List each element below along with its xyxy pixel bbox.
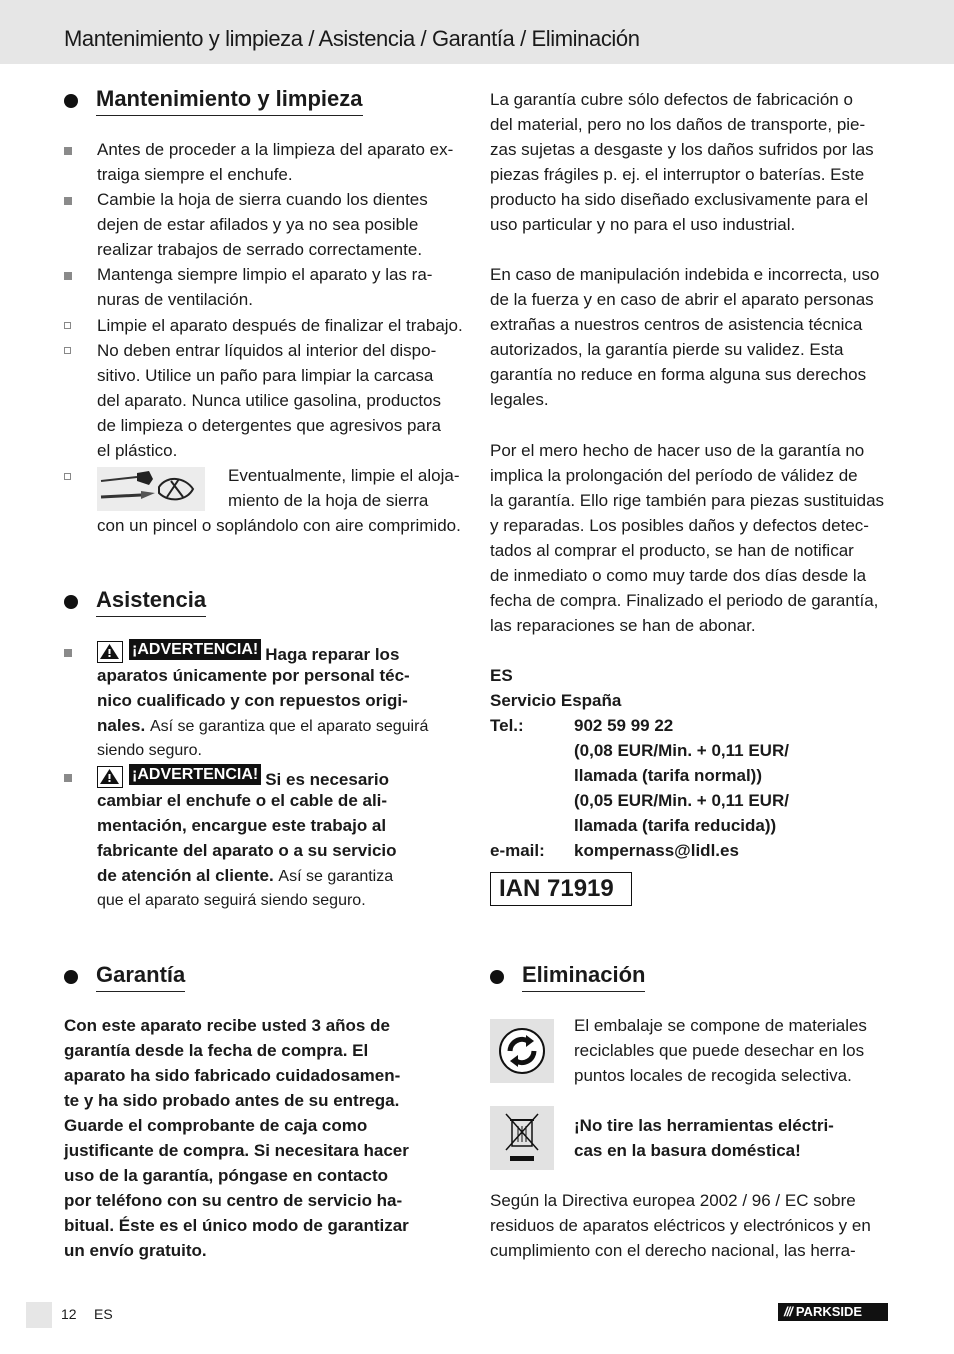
warranty-terms-line: la garantía. Ello rige también para piezas sustituidas — [490, 491, 885, 510]
warranty-line: justificante de compra. Si necesitara hacer — [64, 1141, 409, 1160]
section-assistance — [64, 587, 206, 617]
section-maintenance — [64, 86, 363, 116]
recycle-line: puntos locales de recogida selectiva. — [574, 1066, 852, 1085]
warranty-terms-line: legales. — [490, 390, 549, 409]
warranty-terms-line: fecha de compra. Finalizado el periodo de garantía, — [490, 591, 879, 610]
section-warranty — [64, 962, 185, 992]
warning-line: siendo seguro. — [97, 742, 202, 759]
weee-warning-line: cas en la basura doméstica! — [574, 1141, 801, 1160]
square-bullet-icon — [64, 649, 72, 657]
warranty-line: por teléfono con su centro de servicio ha- — [64, 1191, 403, 1210]
warranty-terms-line: las reparaciones se han de abonar. — [490, 616, 756, 635]
crossed-bin-icon — [490, 1106, 554, 1170]
maint-line: miento de la hoja de sierra — [228, 491, 429, 510]
warning-line: que el aparato seguirá siendo seguro. — [97, 892, 366, 909]
brand-logo — [778, 1303, 888, 1321]
service-country: ES — [490, 666, 513, 685]
warning-text-normal: Así se garantiza — [278, 868, 394, 885]
hollow-bullet-icon — [64, 322, 71, 329]
warranty-terms-line: Por el mero hecho de hacer uso de la garantía no — [490, 441, 865, 460]
warranty-terms-line: tados al comprar el producto, se han de notificar — [490, 541, 854, 560]
warranty-terms-line: piezas frágiles p. ej. el interruptor o baterías. Este — [490, 165, 865, 184]
maint-line: realizar trabajos de serrado correctamente. — [97, 240, 423, 259]
brand-name: PARKSIDE — [795, 1304, 863, 1319]
warning-text: Si es necesario — [265, 770, 390, 789]
section-bullet-icon — [64, 595, 78, 609]
square-bullet-icon — [64, 272, 72, 280]
warranty-terms-line: implica la prolongación del período de válidez de — [490, 466, 858, 485]
warranty-terms-line: En caso de manipulación indebida e incorrecta, uso — [490, 265, 880, 284]
page-number-marker — [26, 1302, 52, 1328]
warning-triangle-icon — [97, 641, 123, 663]
maint-line: traiga siempre el enchufe. — [97, 165, 293, 184]
section-title: Asistencia — [96, 587, 206, 617]
warning-text-normal: Así se garantiza que el aparato seguirá — [149, 718, 429, 735]
maint-line: del aparato. Nunca utilice gasolina, productos — [97, 391, 441, 410]
warranty-terms-line: garantía no reduce en forma alguna sus derechos — [490, 365, 867, 384]
service-tel: 902 59 99 22 — [574, 716, 674, 735]
recycle-line: reciclables que puede desechar en los — [574, 1041, 865, 1060]
square-bullet-icon — [64, 197, 72, 205]
section-bullet-icon — [64, 94, 78, 108]
maint-line: dejen de estar afilados y ya no sea posible — [97, 215, 419, 234]
ian-number-box: IAN 71919 — [490, 872, 632, 906]
maint-line: Cambie la hoja de sierra cuando los dientes — [97, 190, 428, 209]
warranty-terms-line: de la fuerza y en caso de abrir el aparato personas — [490, 290, 874, 309]
section-disposal — [490, 962, 645, 992]
maint-line: Antes de proceder a la limpieza del aparato ex- — [97, 140, 454, 159]
service-email: kompernass@lidl.es — [574, 841, 739, 860]
warning-line: cambiar el enchufe o el cable de ali- — [97, 791, 388, 810]
service-tel-label: Tel.: — [490, 716, 524, 735]
warranty-terms-line: del material, pero no los daños de transporte, pie- — [490, 115, 866, 134]
warning-line: aparatos únicamente por personal téc- — [97, 666, 410, 685]
page-language: ES — [94, 1306, 113, 1322]
maint-line: No deben entrar líquidos al interior del dispo- — [97, 341, 437, 360]
service-rate: llamada (tarifa normal)) — [574, 766, 762, 785]
weee-warning-line: ¡No tire las herramientas eléctri- — [574, 1116, 834, 1135]
brand-stripes: /// — [784, 1304, 792, 1319]
square-bullet-icon — [64, 147, 72, 155]
section-bullet-icon — [490, 970, 504, 984]
section-title: Garantía — [96, 962, 185, 992]
warning-text-bold: nales. — [97, 716, 146, 735]
page-title: Mantenimiento y limpieza / Asistencia / Garantía / Eliminación — [64, 26, 640, 51]
service-rate: (0,08 EUR/Min. + 0,11 EUR/ — [574, 741, 789, 760]
service-name: Servicio España — [490, 691, 622, 710]
warranty-terms-line: autorizados, la garantía pierde su validez. Esta — [490, 340, 844, 359]
warranty-line: Guarde el comprobante de caja como — [64, 1116, 368, 1135]
maint-line: nuras de ventilación. — [97, 290, 253, 309]
page-header-bar — [0, 0, 954, 64]
directive-line: cumplimiento con el derecho nacional, las herra- — [490, 1241, 856, 1260]
warranty-terms-line: y reparadas. Los posibles daños y defectos detec- — [490, 516, 869, 535]
maint-line: Mantenga siempre limpio el aparato y las ra- — [97, 265, 433, 284]
warning-line: mentación, encargue este trabajo al — [97, 816, 387, 835]
warranty-terms-line: extrañas a nuestros centros de asistencia técnica — [490, 315, 863, 334]
service-email-label: e-mail: — [490, 841, 545, 860]
warranty-terms-line: de inmediato o como muy tarde dos días desde la — [490, 566, 867, 585]
warning-badge — [97, 638, 265, 660]
warning-line: nico cualificado y con repuestos origi- — [97, 691, 408, 710]
warranty-terms-line: uso particular y no para el uso industrial. — [490, 215, 796, 234]
warranty-line: Con este aparato recibe usted 3 años de — [64, 1016, 390, 1035]
maint-line: el plástico. — [97, 441, 178, 460]
warning-label: ¡ADVERTENCIA! — [129, 764, 261, 785]
square-bullet-icon — [64, 774, 72, 782]
service-rate: (0,05 EUR/Min. + 0,11 EUR/ — [574, 791, 789, 810]
maint-line: con un pincel o soplándolo con aire comprimido. — [97, 516, 461, 535]
section-title: Eliminación — [522, 962, 645, 992]
maint-line: Limpie el aparato después de finalizar el trabajo. — [97, 316, 463, 335]
warranty-line: garantía desde la fecha de compra. El — [64, 1041, 369, 1060]
warning-label: ¡ADVERTENCIA! — [129, 639, 261, 660]
warning-badge — [97, 763, 265, 785]
recycle-line: El embalaje se compone de materiales — [574, 1016, 867, 1035]
brush-cleaning-illustration — [97, 467, 205, 511]
maint-line: de limpieza o detergentes que agresivos para — [97, 416, 441, 435]
warranty-line: uso de la garantía, póngase en contacto — [64, 1166, 389, 1185]
section-bullet-icon — [64, 970, 78, 984]
warranty-terms-line: producto ha sido diseñado exclusivamente para el — [490, 190, 869, 209]
warranty-line: bitual. Éste es el único modo de garantizar — [64, 1216, 409, 1235]
directive-line: residuos de aparatos eléctricos y electrónicos y en — [490, 1216, 871, 1235]
warning-line — [97, 713, 428, 739]
warning-text-bold: de atención al cliente. — [97, 866, 274, 885]
warranty-line: te y ha sido probado antes de su entrega. — [64, 1091, 400, 1110]
section-title: Mantenimiento y limpieza — [96, 86, 363, 116]
warranty-line: un envío gratuito. — [64, 1241, 207, 1260]
hollow-bullet-icon — [64, 473, 71, 480]
warranty-terms-line: zas sujetas a desgaste y los daños sufridos por las — [490, 140, 874, 159]
service-rate: llamada (tarifa reducida)) — [574, 816, 777, 835]
maint-line: sitivo. Utilice un paño para limpiar la carcasa — [97, 366, 434, 385]
warranty-line: aparato ha sido fabricado cuidadosamen- — [64, 1066, 401, 1085]
recycle-green-dot-icon — [490, 1019, 554, 1083]
page-number: 12 — [61, 1306, 77, 1322]
warning-triangle-icon — [97, 766, 123, 788]
hollow-bullet-icon — [64, 347, 71, 354]
warning-line: fabricante del aparato o a su servicio — [97, 841, 397, 860]
maint-line: Eventualmente, limpie el aloja- — [228, 466, 460, 485]
directive-line: Según la Directiva europea 2002 / 96 / EC sobre — [490, 1191, 856, 1210]
warning-text: Haga reparar los — [265, 645, 400, 664]
warranty-terms-line: La garantía cubre sólo defectos de fabricación o — [490, 90, 853, 109]
warning-line — [97, 863, 393, 889]
